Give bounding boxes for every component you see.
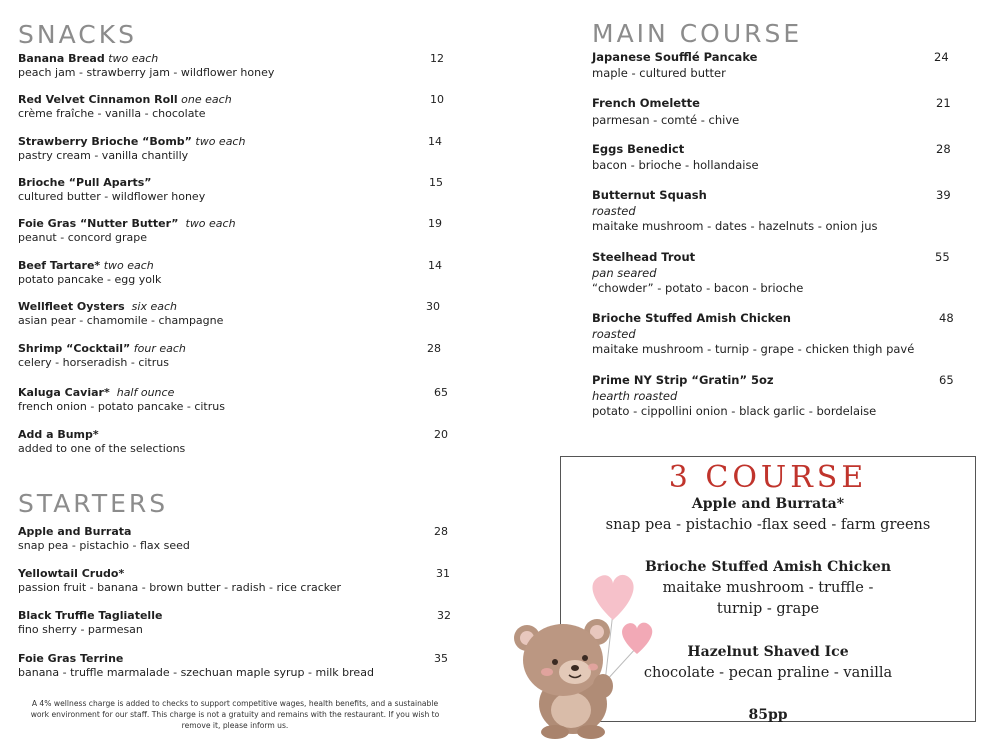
- item-name: Steelhead Trout: [592, 250, 696, 264]
- item-desc: crème fraîche - vanilla - chocolate: [18, 107, 206, 120]
- item-desc: snap pea - pistachio - flax seed: [18, 539, 190, 552]
- item-price: 35: [434, 652, 448, 665]
- snack-item: [18, 135, 448, 163]
- main-item: [592, 96, 1000, 128]
- item-name: Beef Tartare*: [18, 259, 101, 272]
- item-price: 20: [434, 428, 448, 441]
- course-desc: chocolate - pecan praline - vanilla: [643, 665, 893, 681]
- snack-item: [18, 300, 448, 328]
- main-item: [592, 373, 1000, 420]
- item-price: 65: [939, 373, 954, 387]
- item-name: Red Velvet Cinnamon Roll: [18, 93, 178, 106]
- item-preparation: pan seared: [592, 265, 657, 280]
- item-name: Yellowtail Crudo*: [18, 567, 125, 580]
- course-desc: maitake mushroom - truffle -: [662, 580, 874, 596]
- heart-balloon-icon: [622, 623, 652, 654]
- snack-item: [18, 176, 448, 204]
- item-name: Strawberry Brioche “Bomb”: [18, 135, 192, 148]
- item-desc: fino sherry - parmesan: [18, 623, 143, 636]
- main-item: [592, 50, 1000, 81]
- item-price: 19: [428, 217, 442, 230]
- item-name: Black Truffle Tagliatelle: [18, 609, 163, 622]
- three-course-title: 3 COURSE: [668, 460, 868, 495]
- item-price: 14: [428, 135, 442, 148]
- item-price: 48: [939, 311, 954, 325]
- item-name: Wellfleet Oysters: [18, 300, 125, 313]
- item-price: 24: [934, 50, 949, 64]
- item-qty: one each: [181, 93, 232, 106]
- item-desc: pastry cream - vanilla chantilly: [18, 149, 189, 162]
- item-name: French Omelette: [592, 96, 700, 110]
- starter-item: [18, 525, 448, 553]
- item-price: 15: [429, 176, 443, 189]
- item-name: Eggs Benedict: [592, 142, 685, 156]
- snack-item: [18, 428, 448, 456]
- item-price: 31: [436, 567, 450, 580]
- item-name: Shrimp “Cocktail”: [18, 342, 131, 355]
- course-desc: snap pea - pistachio -flax seed - farm greens: [605, 517, 931, 533]
- item-price: 28: [434, 525, 448, 538]
- item-name: Prime NY Strip “Gratin” 5oz: [592, 373, 774, 387]
- item-qty: two each: [103, 259, 154, 272]
- item-name: Brioche “Pull Aparts”: [18, 176, 152, 189]
- item-desc: french onion - potato pancake - citrus: [18, 400, 225, 413]
- item-desc: maple - cultured butter: [592, 65, 726, 80]
- item-qty: six each: [131, 300, 177, 313]
- starter-item: [18, 567, 448, 595]
- item-price: 30: [426, 300, 440, 313]
- main-item: [592, 250, 1000, 297]
- main-item: [592, 311, 1000, 358]
- starter-item: [18, 609, 451, 637]
- teddy-bear-icon: [505, 572, 675, 739]
- item-name: Brioche Stuffed Amish Chicken: [592, 311, 791, 325]
- course-name: Hazelnut Shaved Ice: [687, 644, 849, 660]
- main-item: [592, 188, 1000, 235]
- course-item: [561, 493, 975, 536]
- snack-item: [18, 93, 448, 121]
- wellness-charge-note: A 4% wellness charge is added to checks to support competitive wages, health benefits, and a sustainable work environment for our staff. This charge is not a gratuity and remains with the restaurant. If you wish to remove it, please inform us.: [30, 699, 440, 730]
- snacks-title: SNACKS: [18, 20, 137, 49]
- item-name: Add a Bump*: [18, 428, 99, 441]
- item-desc: added to one of the selections: [18, 442, 186, 455]
- item-price: 32: [437, 609, 451, 622]
- item-preparation: hearth roasted: [592, 388, 678, 403]
- item-qty: two each: [185, 217, 236, 230]
- item-price: 21: [936, 96, 951, 110]
- starters-title: STARTERS: [18, 489, 169, 518]
- item-desc: potato - cippollini onion - black garlic - bordelaise: [592, 404, 877, 418]
- item-qty: two each: [195, 135, 246, 148]
- item-price: 28: [936, 142, 951, 156]
- course-name: Brioche Stuffed Amish Chicken: [644, 559, 892, 575]
- item-name: Butternut Squash: [592, 188, 707, 202]
- snack-item: [18, 259, 448, 287]
- course-desc: turnip - grape: [716, 601, 820, 617]
- item-desc: bacon - brioche - hollandaise: [592, 157, 759, 172]
- item-qty: four each: [133, 342, 186, 355]
- item-desc: peach jam - strawberry jam - wildflower honey: [18, 66, 275, 79]
- item-preparation: roasted: [592, 203, 636, 218]
- course-name: Apple and Burrata*: [691, 496, 845, 512]
- item-preparation: roasted: [592, 326, 636, 341]
- starter-item: [18, 652, 448, 680]
- item-name: Foie Gras Terrine: [18, 652, 124, 665]
- item-name: Foie Gras “Nutter Butter”: [18, 217, 179, 230]
- item-price: 39: [936, 188, 951, 202]
- item-price: 10: [430, 93, 444, 106]
- item-price: 65: [434, 386, 448, 399]
- snack-item: [18, 52, 448, 80]
- item-name: Japanese Soufflé Pancake: [592, 50, 758, 64]
- item-qty: two each: [108, 52, 159, 65]
- item-price: 28: [427, 342, 441, 355]
- item-name: Kaluga Caviar*: [18, 386, 110, 399]
- item-desc: maitake mushroom - turnip - grape - chicken thigh pavé: [592, 342, 915, 356]
- item-name: Banana Bread: [18, 52, 105, 65]
- main-course-title: MAIN COURSE: [592, 19, 803, 48]
- snack-item: [18, 386, 448, 414]
- heart-balloon-icon: [592, 575, 633, 620]
- item-desc: “chowder” - potato - bacon - brioche: [592, 281, 804, 295]
- item-desc: asian pear - chamomile - champagne: [18, 314, 224, 327]
- item-qty: half ounce: [116, 386, 175, 399]
- item-price: 55: [935, 250, 950, 264]
- item-desc: maitake mushroom - dates - hazelnuts - onion jus: [592, 219, 878, 233]
- item-desc: passion fruit - banana - brown butter - radish - rice cracker: [18, 581, 342, 594]
- snack-item: [18, 217, 448, 245]
- item-desc: peanut - concord grape: [18, 231, 148, 244]
- item-desc: potato pancake - egg yolk: [18, 273, 162, 286]
- item-name: Apple and Burrata: [18, 525, 132, 538]
- main-item: [592, 142, 1000, 173]
- item-price: 14: [428, 259, 442, 272]
- item-desc: celery - horseradish - citrus: [18, 356, 169, 369]
- item-desc: cultured butter - wildflower honey: [18, 190, 206, 203]
- snack-item: [18, 342, 448, 370]
- three-course-price: 85pp: [748, 707, 788, 723]
- item-desc: parmesan - comté - chive: [592, 112, 740, 127]
- item-price: 12: [430, 52, 444, 65]
- item-desc: banana - truffle marmalade - szechuan maple syrup - milk bread: [18, 666, 374, 679]
